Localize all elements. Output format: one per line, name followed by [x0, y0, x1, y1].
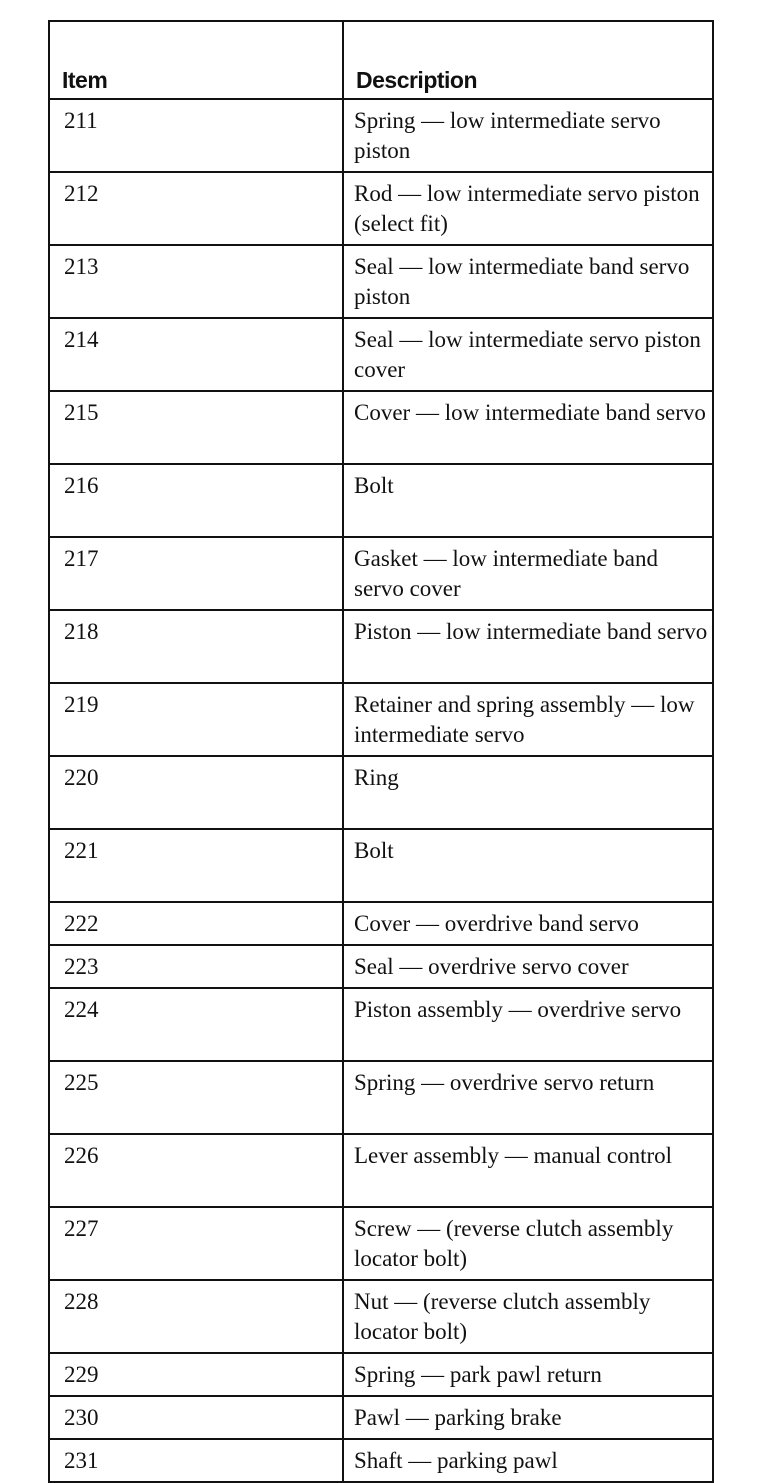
description-cell: Spring — park pawl return: [343, 1353, 713, 1396]
description-cell: Piston — low intermediate band servo: [343, 610, 713, 683]
parts-table-container: [48, 20, 712, 1483]
description-cell: Lever assembly — manual control: [343, 1134, 713, 1207]
table-row: [49, 683, 713, 756]
table-row: [49, 610, 713, 683]
description-cell: Screw — (reverse clutch assembly locator bolt): [343, 1207, 713, 1280]
table-row: [49, 945, 713, 988]
item-number-cell: 220: [49, 756, 343, 829]
table-row: [49, 988, 713, 1061]
table-row: [49, 537, 713, 610]
item-number-cell: 225: [49, 1061, 343, 1134]
description-cell: Ring: [343, 756, 713, 829]
table-row: [49, 1439, 713, 1482]
item-number-cell: 230: [49, 1396, 343, 1439]
item-number-cell: 228: [49, 1280, 343, 1353]
table-row: [49, 1061, 713, 1134]
description-cell: Spring — overdrive servo return: [343, 1061, 713, 1134]
description-cell: Spring — low intermediate servo piston: [343, 99, 713, 172]
table-row: [49, 318, 713, 391]
item-number-cell: 231: [49, 1439, 343, 1482]
item-number-cell: 224: [49, 988, 343, 1061]
table-row: [49, 902, 713, 945]
table-row: [49, 464, 713, 537]
table-body: [49, 99, 713, 1482]
item-number-cell: 214: [49, 318, 343, 391]
table-row: [49, 1134, 713, 1207]
description-cell: Nut — (reverse clutch assembly locator bolt): [343, 1280, 713, 1353]
table-row: [49, 245, 713, 318]
item-number-cell: 221: [49, 829, 343, 902]
table-row: [49, 391, 713, 464]
description-column-header: Description: [343, 21, 713, 99]
description-cell: Retainer and spring assembly — low intermediate servo: [343, 683, 713, 756]
description-cell: Piston assembly — overdrive servo: [343, 988, 713, 1061]
item-number-cell: 218: [49, 610, 343, 683]
item-number-cell: 217: [49, 537, 343, 610]
parts-table: [48, 20, 714, 1483]
item-number-cell: 213: [49, 245, 343, 318]
table-row: [49, 172, 713, 245]
table-row: [49, 99, 713, 172]
description-cell: Rod — low intermediate servo piston (select fit): [343, 172, 713, 245]
description-cell: Seal — low intermediate servo piston cover: [343, 318, 713, 391]
description-cell: Cover — low intermediate band servo: [343, 391, 713, 464]
description-cell: Pawl — parking brake: [343, 1396, 713, 1439]
item-column-header: Item: [49, 21, 343, 99]
description-cell: Gasket — low intermediate band servo cover: [343, 537, 713, 610]
item-number-cell: 222: [49, 902, 343, 945]
description-cell: Shaft — parking pawl: [343, 1439, 713, 1482]
item-number-cell: 212: [49, 172, 343, 245]
description-cell: Bolt: [343, 464, 713, 537]
description-cell: Seal — overdrive servo cover: [343, 945, 713, 988]
description-cell: Cover — overdrive band servo: [343, 902, 713, 945]
table-row: [49, 829, 713, 902]
item-number-cell: 216: [49, 464, 343, 537]
description-cell: Seal — low intermediate band servo piston: [343, 245, 713, 318]
description-cell: Bolt: [343, 829, 713, 902]
table-header-row: [49, 21, 713, 99]
item-number-cell: 227: [49, 1207, 343, 1280]
item-number-cell: 226: [49, 1134, 343, 1207]
table-row: [49, 1280, 713, 1353]
table-row: [49, 756, 713, 829]
item-number-cell: 223: [49, 945, 343, 988]
table-row: [49, 1396, 713, 1439]
item-number-cell: 211: [49, 99, 343, 172]
item-number-cell: 219: [49, 683, 343, 756]
item-number-cell: 215: [49, 391, 343, 464]
table-row: [49, 1353, 713, 1396]
table-row: [49, 1207, 713, 1280]
item-number-cell: 229: [49, 1353, 343, 1396]
